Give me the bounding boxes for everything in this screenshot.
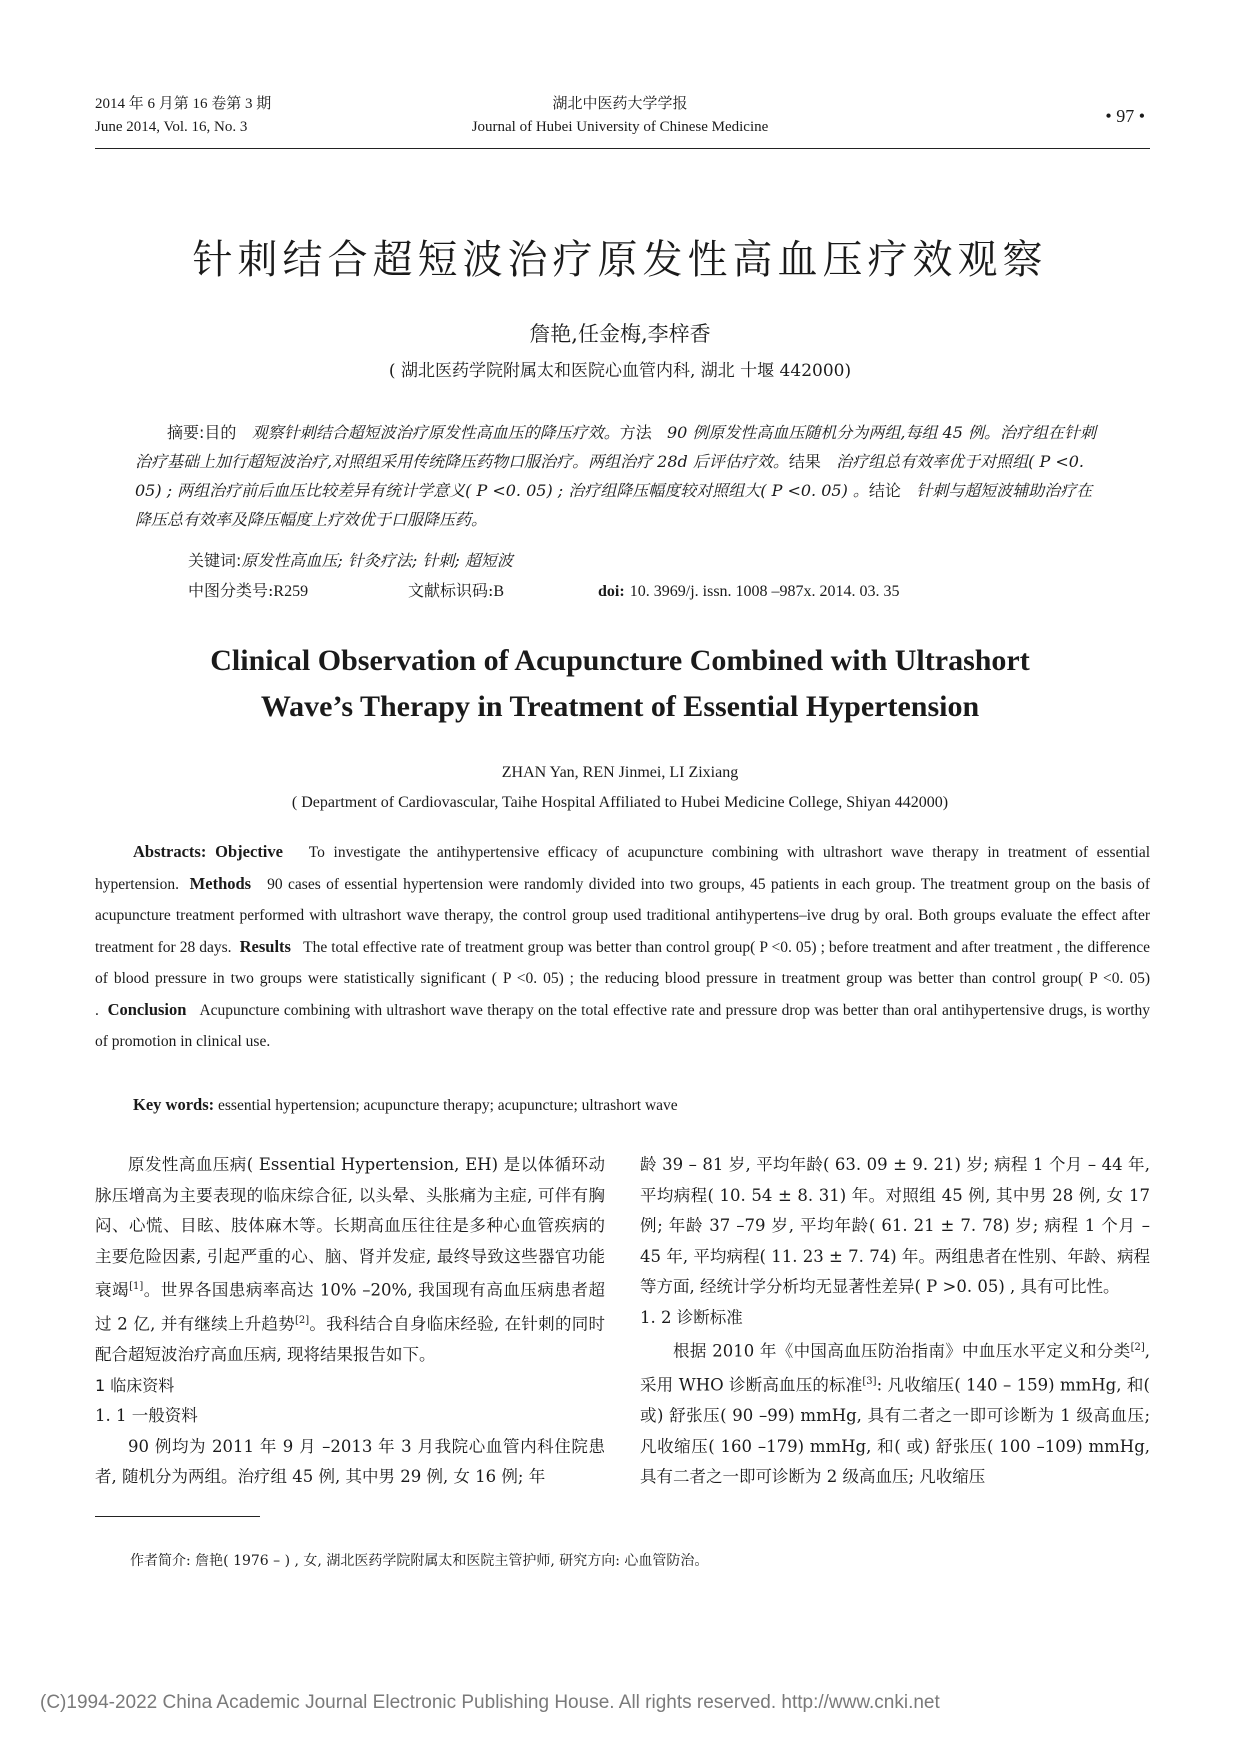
classification-line [188,578,1118,601]
abstract-cn [135,418,1100,534]
keywords-cn-text: 原发性高血压; 针灸疗法; 针刺; 超短波 [241,551,513,570]
conclusion-cn-label: 结论 [868,481,901,500]
affiliation-cn: ( 湖北医药学院附属太和医院心血管内科, 湖北 十堰 442000) [388,361,852,381]
abstract-cn-label: 摘要: [167,423,205,442]
diagnosis-paragraph [640,1333,1150,1493]
diagnosis-text-2: , 采用 WHO 诊断高血压的标准 [640,1341,1150,1395]
objective-cn-label: 目的 [204,423,237,442]
doi-value: 10. 3969/j. issn. 1008 –987x. 2014. 03. 35 [629,583,900,600]
clc-code: R259 [273,583,309,600]
results-en: The total effective rate of treatment group was better than control group( P <0. 05) ; before treatment and after treatment , the difference of blood pressure in two groups were statistically significant ( P <0. 05) ; the reducing blood pressure in treatment group was better than control group( P <0. 05) . [95,939,1150,1019]
authors-cn: 詹艳,任金梅,李梓香 [529,322,711,346]
results-cn: 治疗组总有效率优于对照组( P <0. 05) ; 两组治疗前后血压比较差异有统计学意义( P <0. 05) ; 治疗组降压幅度较对照组大( P <0. 05) 。 [135,452,1085,500]
methods-en: 90 cases of essential hypertension were randomly divided into two groups, 45 patients in each group. The treatment group on the basis of acupuncture treatment performed with ultrashort wave therapy, the control group used traditional antihypertens–ive drug by oral. Both groups evaluate the effect after treatment for 28 days. [95,876,1151,956]
doc-code-label: 文献标识码: [408,581,494,600]
body-left-column [95,1150,605,1493]
journal-name-en: Journal of Hubei University of Chinese Medicine [471,119,769,135]
page-number: • 97 • [1105,106,1145,126]
clc-label: 中图分类号: [188,581,274,600]
keywords-en [133,1095,1150,1115]
methods-cn-label: 方法 [619,423,652,442]
title-en-line1: Clinical Observation of Acupuncture Combined with Ultrashort [210,644,1030,677]
diagnosis-text: 根据 2010 年《中国高血压防治指南》中血压水平定义和分类 [673,1341,1131,1361]
citation-2: [2] [294,1315,310,1326]
abstract-en [95,836,1150,1057]
journal-name [0,93,1240,139]
conclusion-en: Acupuncture combining with ultrashort wave therapy on the total effective rate and pressure drop was better than oral antihypertensive drugs, is worthy of promotion in clinical use. [95,1002,1151,1050]
keywords-cn-label: 关键词: [188,551,242,570]
intro-text-2: 。世界各国患病率高达 10% –20%, 我国现有高血压病患者超过 2 亿, 并有继续上升趋势 [95,1280,606,1334]
section-1-1-heading: 1. 1 一般资料 [95,1406,198,1425]
methods-cn: 90 例原发性高血压随机分为两组,每组 45 例。治疗组在针刺治疗基础上加行超短波治疗,对照组采用传统降压药物口服治疗。两组治疗 28d 后评估疗效。 [135,423,1097,471]
section-1-heading: 1 临床资料 [95,1375,175,1395]
keywords-en-label: Key words: [133,1095,215,1114]
diagnosis-text-3: : 凡收缩压( 140 – 159) mmHg, 和( 或) 舒张压( 90 –99) mmHg, 具有二者之一即可诊断为 1 级高血压; 凡收缩压( 160 –179) mmHg, 和( 或) 舒张压( 100 –109) mmHg, 具有二者之一即可诊断为 2 级高血压; 凡收缩压 [640,1375,1150,1486]
doi-label: doi: [598,583,625,600]
header-rule [95,148,1150,149]
issue-en: June 2014, Vol. 16, No. 3 [95,119,248,135]
authors-en: ZHAN Yan, REN Jinmei, LI Zixiang [501,764,739,781]
citation-3: [2] [1130,1342,1145,1353]
conclusion-en-label: Conclusion [107,1000,187,1019]
copyright-notice: (C)1994-2022 China Academic Journal Electronic Publishing House. All rights reserved. http://www.cnki.net [40,1692,940,1713]
doc-code: B [493,583,505,600]
body-right-column [640,1150,1150,1493]
methods-en-label: Methods [189,874,252,893]
intro-text: 原发性高血压病( Essential Hypertension, EH) 是以体循环动脉压增高为主要表现的临床综合征, 以头晕、头胀痛为主症, 可伴有胸闷、心慌、目眩、肢体麻木等。长期高血压往往是多种心血管疾病的主要危险因素, 引起严重的心、脑、肾并发症, 最终导致这些器官功能衰竭 [95,1155,605,1300]
footnote-rule [95,1516,260,1517]
intro-text-3: 。我科结合自身临床经验, 在针刺的同时配合超短波治疗高血压病, 现将结果报告如下。 [95,1314,605,1364]
results-cn-label: 结果 [788,452,821,471]
journal-name-cn: 湖北中医药大学学报 [552,96,688,112]
title-cn: 针刺结合超短波治疗原发性高血压疗效观察 [192,237,1048,283]
keywords-cn [188,546,1088,575]
general-data-continued: 龄 39 – 81 岁, 平均年龄( 63. 09 ± 9. 21) 岁; 病程 1 个月 – 44 年, 平均病程( 10. 54 ± 8. 31) 年。对照组 45 例, 其中男 28 例, 女 17 例; 年龄 37 –79 岁, 平均年龄( 61. 21 ± 7. 78) 岁; 病程 1 个月 – 45 年, 平均病程( 11. 23 ± 7. 74) 年。两组患者在性别、年龄、病程等方面, 经统计学分析均无显著性差异( P >0. 05) , 具有可比性。 [640,1155,1150,1296]
citation-4: [3] [862,1376,877,1387]
results-en-label: Results [239,937,291,956]
title-en-line2: Wave’s Therapy in Treatment of Essential Hypertension [260,690,980,723]
affiliation-en: ( Department of Cardiovascular, Taihe Hospital Affiliated to Hubei Medicine College, Shiyan 442000) [291,794,949,811]
issue-cn: 2014 年 6 月第 16 卷第 3 期 [95,96,272,112]
objective-cn: 观察针刺结合超短波治疗原发性高血压的降压疗效。 [251,423,620,442]
title-en [0,638,1240,730]
citation-1: [1] [129,1281,144,1292]
objective-en-label: Abstracts: Objective [133,842,283,861]
objective-en: To investigate the antihypertensive efficacy of acupuncture combining with ultrashort wave therapy in treatment of essential hypertension. [95,844,1151,893]
intro-paragraph [95,1150,605,1371]
section-1-2-heading: 1. 2 诊断标准 [640,1307,743,1327]
conclusion-cn: 针刺与超短波辅助治疗在降压总有效率及降压幅度上疗效优于口服降压药。 [135,481,1093,529]
author-footnote: 作者简介: 詹艳( 1976 – ) , 女, 湖北医药学院附属太和医院主管护师, 研究方向: 心血管防治。 [130,1553,709,1569]
general-data-paragraph: 90 例均为 2011 年 9 月 –2013 年 3 月我院心血管内科住院患者, 随机分为两组。治疗组 45 例, 其中男 29 例, 女 16 例; 年 [95,1436,605,1486]
keywords-en-text: essential hypertension; acupuncture therapy; acupuncture; ultrashort wave [218,1097,678,1114]
